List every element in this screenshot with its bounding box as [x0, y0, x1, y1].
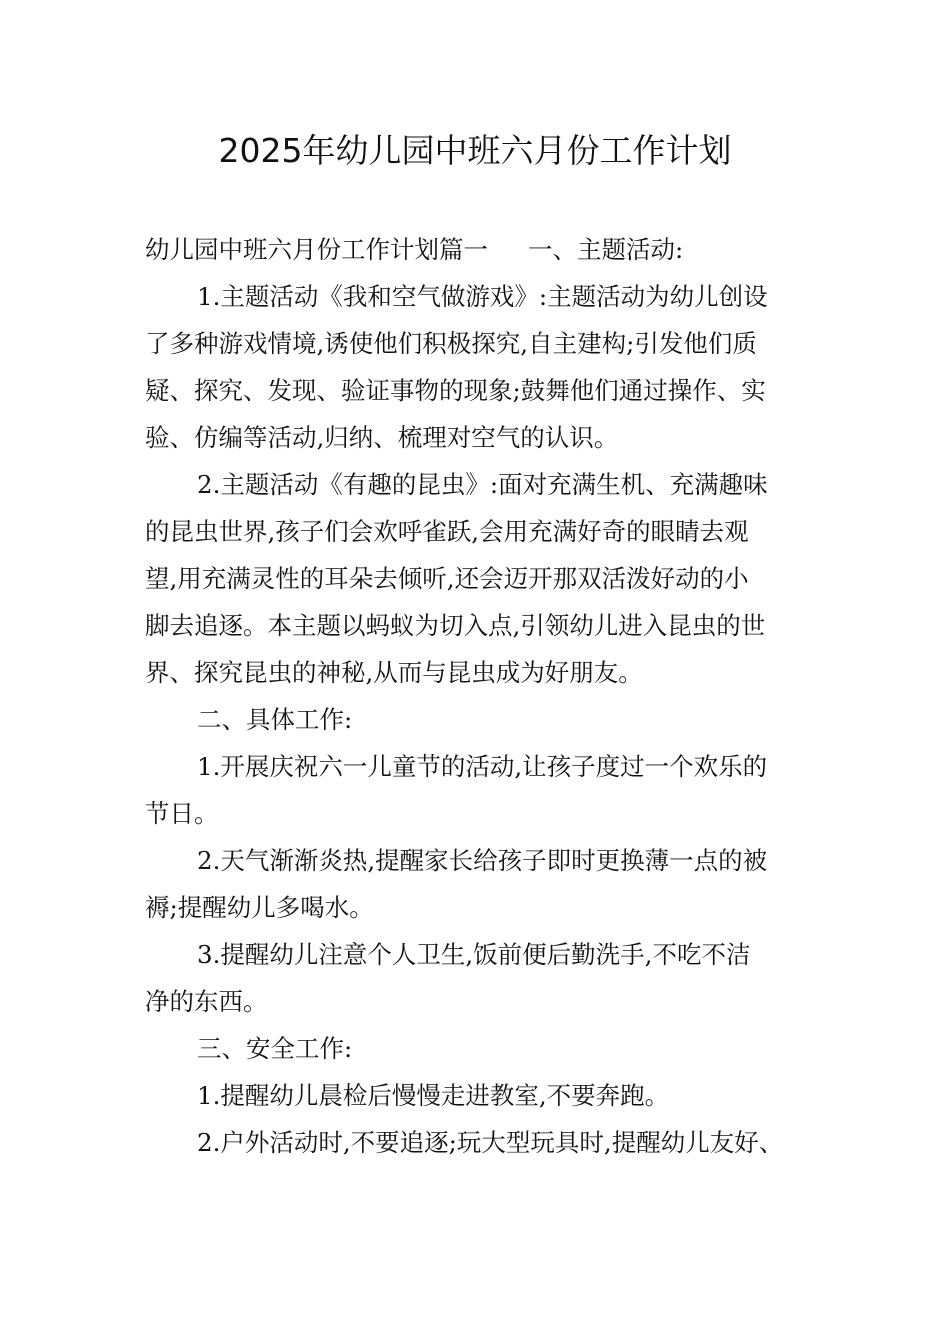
- section-heading-line: 二、具体工作:: [197, 705, 353, 734]
- text-line: 了多种游戏情境,诱使他们积极探究,自主建构;引发他们质: [145, 329, 757, 358]
- text-line: 1.主题活动《我和空气做游戏》:主题活动为幼儿创设: [197, 282, 768, 311]
- text-line: 褥;提醒幼儿多喝水。: [145, 893, 374, 922]
- text-line: 1.提醒幼儿晨检后慢慢走进教室,不要奔跑。: [197, 1081, 670, 1110]
- text-line: 验、仿编等活动,归纳、梳理对空气的认识。: [145, 423, 619, 452]
- text-line: 脚去追逐。本主题以蚂蚁为切入点,引领幼儿进入昆虫的世: [145, 611, 766, 640]
- text-line: 净的东西。: [145, 987, 268, 1016]
- section-heading-line: 三、安全工作:: [197, 1034, 353, 1063]
- text-line: 2.户外活动时,不要追逐;玩大型玩具时,提醒幼儿友好、: [197, 1128, 784, 1157]
- text-line: 2.天气渐渐炎热,提醒家长给孩子即时更换薄一点的被: [197, 846, 768, 875]
- text-line: 3.提醒幼儿注意个人卫生,饭前便后勤洗手,不吃不洁: [197, 940, 751, 969]
- text-line: 1.开展庆祝六一儿童节的活动,让孩子度过一个欢乐的: [197, 752, 768, 781]
- document-title: 2025年幼儿园中班六月份工作计划: [218, 131, 732, 170]
- subsection-heading: 一、主题活动:: [528, 235, 684, 264]
- text-line: 节日。: [145, 799, 219, 828]
- text-line: 望,用充满灵性的耳朵去倾听,还会迈开那双活泼好动的小: [145, 564, 749, 593]
- document-body: [145, 226, 813, 1166]
- text-line: 疑、探究、发现、验证事物的现象;鼓舞他们通过操作、实: [145, 376, 766, 405]
- text-line: 2.主题活动《有趣的昆虫》:面对充满生机、充满趣味: [197, 470, 768, 499]
- section-heading: 幼儿园中班六月份工作计划篇一: [145, 235, 488, 264]
- heading-line: [145, 226, 813, 273]
- text-line: 的昆虫世界,孩子们会欢呼雀跃,会用充满好奇的眼睛去观: [145, 517, 749, 546]
- text-line: 界、探究昆虫的神秘,从而与昆虫成为好朋友。: [145, 658, 643, 687]
